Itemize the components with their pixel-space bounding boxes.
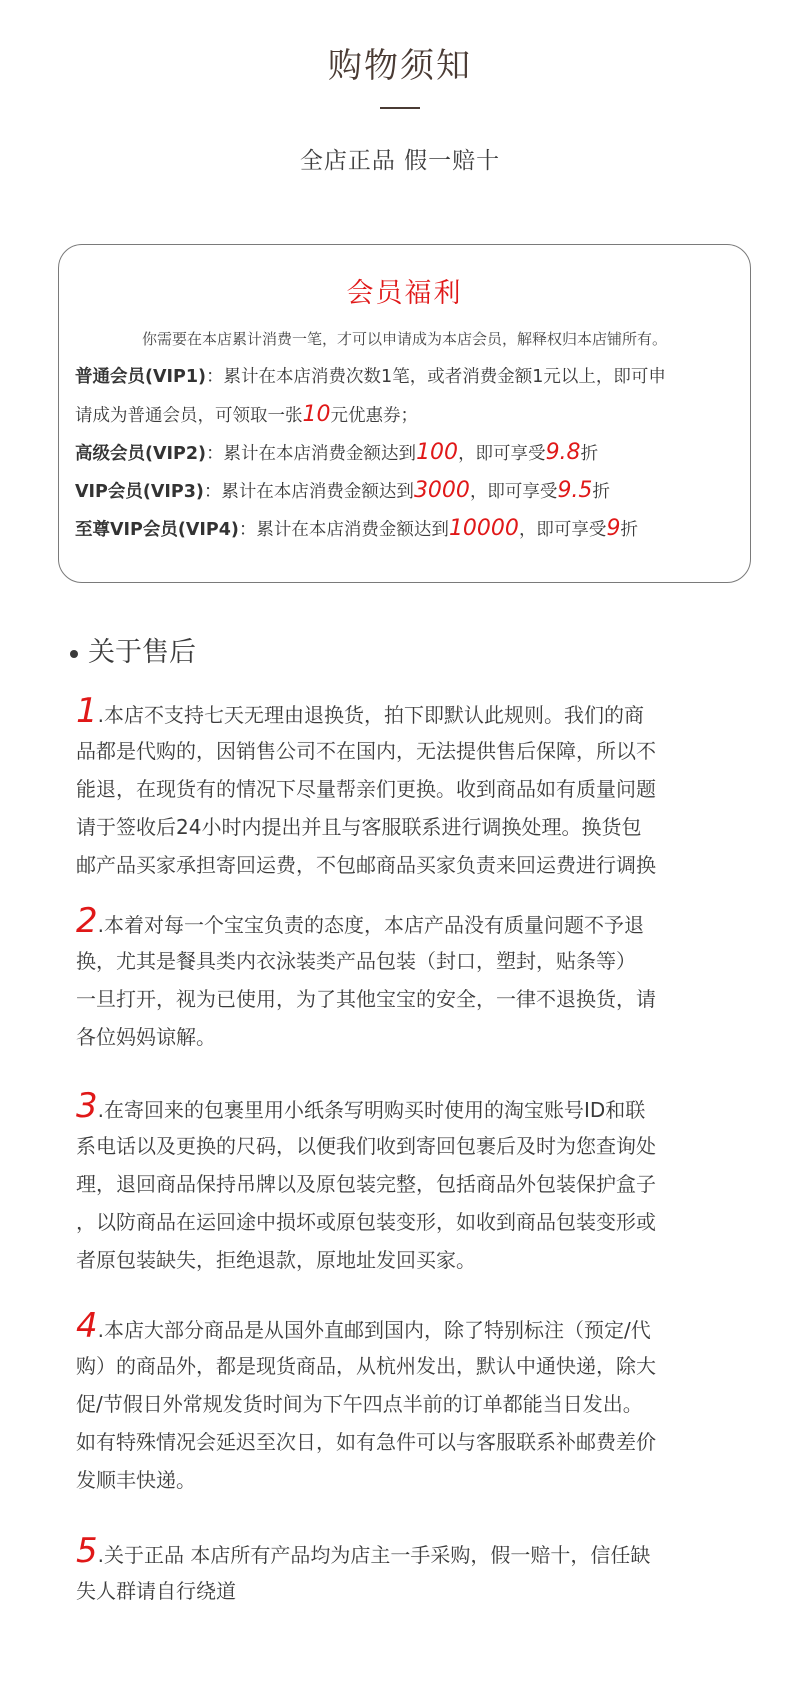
item-5-number: 5 — [76, 1531, 98, 1571]
aftersale-item-5 — [76, 1530, 736, 1610]
member-benefits-title: 会员福利 — [346, 278, 463, 309]
item-3-line-3: 理，退回商品保持吊牌以及原包装完整，包括商品外包装保护盒子 — [76, 1172, 656, 1196]
item-5-line-1 — [76, 1530, 736, 1572]
vip2-pre: ：累计在本店消费金额达到 — [206, 444, 417, 464]
item-3-text-1: .在寄回来的包裹里用小纸条写明购买时使用的淘宝账号ID和联 — [97, 1098, 646, 1122]
vip1-text-2: 请成为普通会员，可领取一张 — [75, 406, 303, 426]
vip4-pre: ：累计在本店消费金额达到 — [238, 520, 449, 540]
item-2-line-3: 一旦打开，视为已使用，为了其他宝宝的安全，一律不退换货，请 — [76, 987, 656, 1011]
item-4-text-1: .本店大部分商品是从国外直邮到国内，除了特别标注（预定/代 — [97, 1318, 651, 1342]
item-1-line-3: 能退，在现货有的情况下尽量帮亲们更换。收到商品如有质量问题 — [76, 777, 656, 801]
item-2-line-4: 各位妈妈谅解。 — [76, 1025, 216, 1049]
item-3-line-1 — [76, 1085, 736, 1127]
vip2-line — [75, 434, 735, 473]
item-5-text-1: .关于正品 本店所有产品均为店主一手采购，假一赔十，信任缺 — [97, 1543, 651, 1567]
vip1-text-3: 元优惠券； — [330, 406, 418, 426]
vip4-line — [75, 510, 735, 549]
item-4-line-3: 促/节假日外常规发货时间为下午四点半前的订单都能当日发出。 — [76, 1392, 643, 1416]
item-3-line-5: 者原包装缺失，拒绝退款，原地址发回买家。 — [76, 1248, 476, 1272]
item-4-line-5: 发顺丰快递。 — [76, 1468, 196, 1492]
vip1-text: ：累计在本店消费次数1笔，或者消费金额1元以上，即可申 — [206, 367, 666, 387]
aftersale-item-4 — [76, 1305, 736, 1499]
vip2-post: 折 — [580, 444, 599, 464]
page-subtitle: 全店正品 假一赔十 — [299, 148, 501, 174]
item-1-line-1 — [76, 690, 736, 732]
vip3-mid: ，即可享受 — [469, 482, 558, 502]
item-3-number: 3 — [76, 1086, 98, 1126]
aftersale-heading-text: 关于售后 — [88, 637, 196, 668]
item-3-line-4: ，以防商品在运回途中损坏或原包装变形，如收到商品包装变形或 — [76, 1210, 656, 1234]
item-4-line-1 — [76, 1305, 736, 1347]
item-1-line-5: 邮产品买家承担寄回运费，不包邮商品买家负责来回运费进行调换 — [76, 853, 656, 877]
item-1-line-2: 品都是代购的，因销售公司不在国内，无法提供售后保障，所以不 — [76, 739, 656, 763]
item-5-line-2: 失人群请自行绕道 — [76, 1579, 236, 1603]
vip3-line — [75, 472, 735, 511]
vip3-amount: 3000 — [413, 478, 470, 503]
item-1-line-4: 请于签收后24小时内提出并且与客服联系进行调换处理。换货包 — [76, 815, 642, 839]
vip1-line2 — [75, 396, 735, 435]
aftersale-heading — [70, 630, 196, 669]
vip4-discount: 9 — [606, 516, 621, 541]
item-4-line-4: 如有特殊情况会延迟至次日，如有急件可以与客服联系补邮费差价 — [76, 1430, 656, 1454]
member-benefits-card — [58, 244, 751, 583]
vip1-line1 — [75, 358, 735, 396]
vip4-post: 折 — [620, 520, 638, 540]
vip3-name: VIP会员(VIP3) — [75, 482, 204, 502]
item-4-number: 4 — [76, 1306, 98, 1346]
item-2-text-1: .本着对每一个宝宝负责的态度，本店产品没有质量问题不予退 — [97, 913, 644, 937]
vip2-mid: ，即可享受 — [458, 444, 546, 464]
vip1-name: 普通会员(VIP1) — [75, 367, 207, 387]
item-2-line-1 — [76, 900, 736, 942]
vip4-name: 至尊VIP会员(VIP4) — [75, 520, 239, 540]
title-divider — [380, 107, 420, 109]
vip1-coupon-value: 10 — [302, 402, 331, 427]
vip4-mid: ，即可享受 — [518, 520, 607, 540]
item-2-number: 2 — [76, 901, 98, 941]
aftersale-item-3 — [76, 1085, 736, 1279]
vip2-amount: 100 — [416, 440, 459, 465]
item-3-line-2: 系电话以及更换的尺码，以便我们收到寄回包裹后及时为您查询处 — [76, 1134, 656, 1158]
vip2-name: 高级会员(VIP2) — [75, 444, 207, 464]
vip3-post: 折 — [592, 482, 610, 502]
item-1-text-1: .本店不支持七天无理由退换货，拍下即默认此规则。我们的商 — [97, 703, 644, 727]
item-2-line-2: 换，尤其是餐具类内衣泳装类产品包装（封口，塑封，贴条等） — [76, 949, 636, 973]
page-title: 购物须知 — [328, 46, 472, 86]
aftersale-item-1 — [76, 690, 736, 884]
bullet-dot-icon — [70, 650, 78, 658]
vip2-discount: 9.8 — [545, 440, 581, 465]
aftersale-item-2 — [76, 900, 736, 1056]
item-1-number: 1 — [76, 691, 98, 731]
vip3-pre: ：累计在本店消费金额达到 — [203, 482, 414, 502]
item-4-line-2: 购）的商品外，都是现货商品，从杭州发出，默认中通快递，除大 — [76, 1354, 656, 1378]
vip4-amount: 10000 — [448, 516, 519, 541]
member-benefits-desc: 你需要在本店累计消费一笔，才可以申请成为本店会员，解释权归本店铺所有。 — [141, 330, 667, 348]
vip3-discount: 9.5 — [557, 478, 593, 503]
